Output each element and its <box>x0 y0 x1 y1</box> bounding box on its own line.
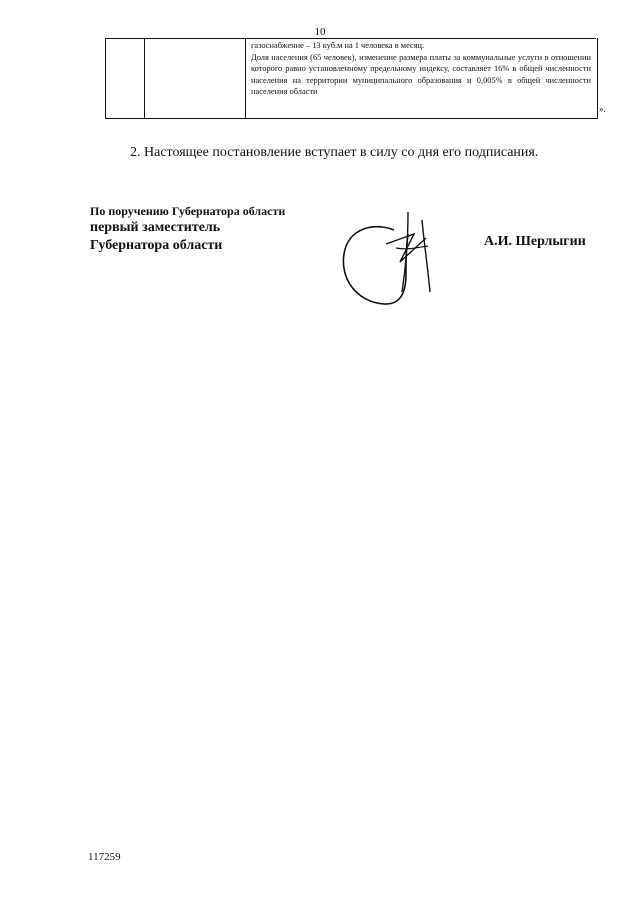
signer-name: А.И. Шерлыгин <box>484 234 586 249</box>
table-fragment <box>105 38 598 119</box>
clause-2: 2. Настоящее постановление вступает в силу со дня его подписания. <box>130 145 539 160</box>
signature-line-3: Губернатора области <box>90 238 223 253</box>
closing-quote: ». <box>599 104 606 114</box>
table-cell-municipality <box>145 38 246 118</box>
handwritten-signature-icon <box>336 208 446 312</box>
signature-block <box>90 204 285 255</box>
document-code: 117259 <box>88 851 121 863</box>
table-cell-number <box>106 38 145 118</box>
signature-line-2: первый заместитель <box>90 220 221 235</box>
page-number: 10 <box>314 26 326 38</box>
signature-line-1: По поручению Губернатора области <box>90 204 286 218</box>
table-paragraph-share: Доля населения (65 человек), изменение размера платы за коммунальные услуги в отношении которого равно установленному предельному индексу, составляет 16% в общей численности населения на территории муниципального образования и 0,005% в общей численности населения области <box>251 52 591 97</box>
table-cell-description <box>251 40 591 98</box>
table-paragraph-gas: газоснабжение – 13 куб.м на 1 человека в месяц. <box>251 41 425 50</box>
